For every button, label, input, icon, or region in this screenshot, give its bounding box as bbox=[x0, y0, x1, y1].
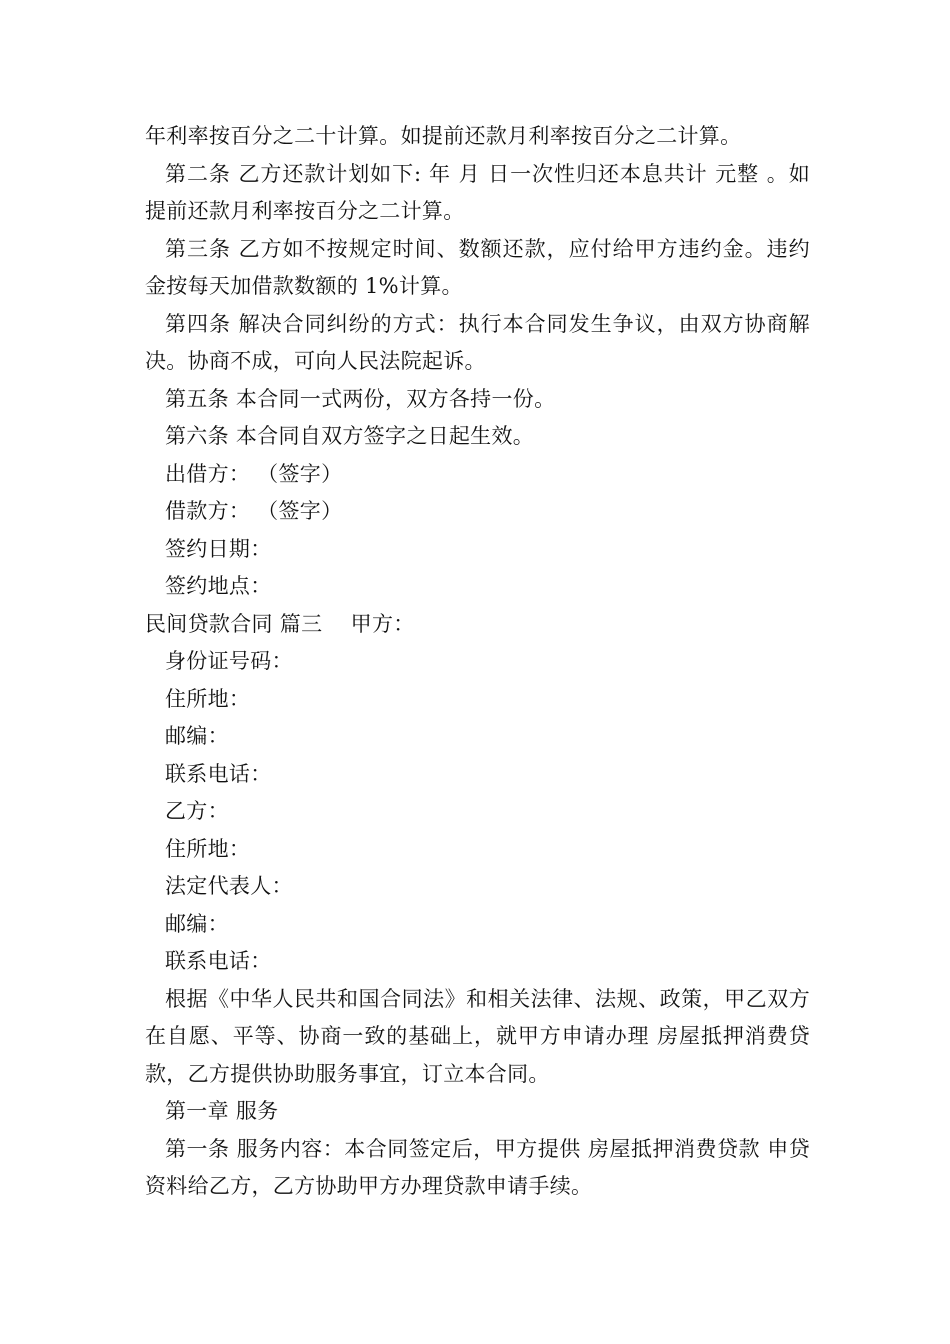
party-b-address: 住所地： bbox=[165, 836, 251, 861]
party-b-legal-representative: 法定代表人： bbox=[165, 874, 293, 898]
party-b-phone: 联系电话： bbox=[165, 949, 272, 973]
paragraph-article-3: 第三条 乙方如不按规定时间、数额还款，应付给甲方违约金。违约金按每天加借款数额的 1%计算。 bbox=[145, 236, 810, 298]
paragraph-preamble: 根据《中华人民共和国合同法》和相关法律、法规、政策，甲乙双方在自愿、平等、协商一致的基础上，就甲方申请办理 房屋抵押消费贷款，乙方提供协助服务事宜，订立本合同。 bbox=[145, 986, 810, 1086]
chapter-heading-service: 第一章 服务 bbox=[165, 1099, 279, 1123]
signing-place-line: 签约地点： bbox=[165, 574, 272, 598]
party-a-postcode: 邮编： bbox=[165, 724, 229, 748]
party-a-id-number: 身份证号码： bbox=[165, 649, 293, 673]
paragraph-article-6: 第六条 本合同自双方签字之日起生效。 bbox=[165, 424, 535, 448]
section-heading-contract-3: 民间贷款合同 篇三 甲方： bbox=[145, 611, 415, 636]
paragraph-article-2: 第二条 乙方还款计划如下: 年 月 日一次性归还本息共计 元整 。如提前还款月利率按百分之二计算。 bbox=[145, 161, 810, 223]
paragraph-interest-rate: 年利率按百分之二十计算。如提前还款月利率按百分之二计算。 bbox=[145, 124, 742, 148]
paragraph-service-article-1: 第一条 服务内容：本合同签定后，甲方提供 房屋抵押消费贷款 申贷资料给乙方，乙方协助甲方办理贷款申请手续。 bbox=[145, 1136, 810, 1198]
paragraph-article-5: 第五条 本合同一式两份，双方各持一份。 bbox=[165, 386, 556, 411]
paragraph-article-4: 第四条 解决合同纠纷的方式：执行本合同发生争议，由双方协商解决。协商不成，可向人民法院起诉。 bbox=[145, 311, 810, 373]
signing-date-line: 签约日期： bbox=[165, 536, 272, 561]
borrower-signature-line: 借款方： （签字） bbox=[165, 499, 343, 523]
party-a-phone: 联系电话： bbox=[165, 761, 272, 786]
lender-signature-line: 出借方： （签字） bbox=[165, 461, 343, 486]
document-body bbox=[145, 118, 810, 1206]
party-b-postcode: 邮编： bbox=[165, 911, 229, 936]
party-a-address: 住所地： bbox=[165, 686, 251, 711]
party-b-label: 乙方： bbox=[165, 799, 229, 823]
